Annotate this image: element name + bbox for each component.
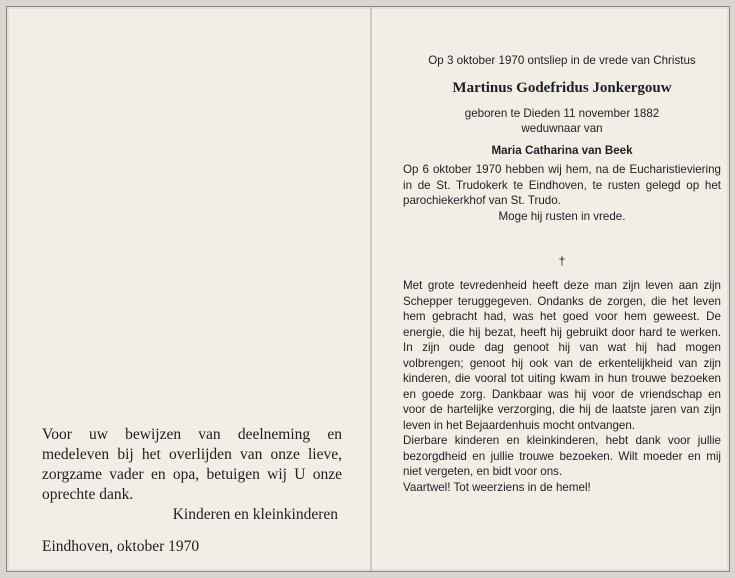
left-panel xyxy=(42,425,342,557)
rest-line: Moge hij rusten in vrede. xyxy=(498,209,626,223)
thanks-message: Voor uw bewijzen van deelneming en medeleven bij het overlijden van onze lieve, zorgzame vader en opa, betuigen wij U onze oprechte dank. xyxy=(42,426,342,503)
memorial-card xyxy=(6,6,730,572)
birth-line: geboren te Dieden 11 november 1882 xyxy=(464,106,660,120)
life-text: Met grote tevredenheid heeft deze man zijn leven aan zijn Schepper teruggegeven. Ondanks de zorgen, die het leven hem gebracht had, was het goed voor hem geweest. De energie, die hij bezat, heeft hij gebruikt door hard te werken. In zijn oude dag genoot hij van wat hij had mogen volbrengen; genoot hij ook van de erkentelijkheid van zijn kinderen, die vooral tot uiting kwam in hun trouwe bezoeken en goede zorg. Dankbaar was hij voor de vriendschap en voor de hartelijke verzorging, die hij de laatste jaren van zijn leven in het Bejaardenhuis mocht ontvangen. xyxy=(403,279,721,432)
spouse-name: Maria Catharina van Beek xyxy=(491,143,633,157)
deceased-name: Martinus Godefridus Jonkergouw xyxy=(452,79,672,96)
farewell-line: Vaartwel! Tot weerziens in de hemel! xyxy=(403,480,591,494)
right-panel xyxy=(403,53,721,495)
signature-line: Kinderen en kleinkinderen xyxy=(172,506,338,523)
card-fold xyxy=(370,7,372,571)
place-date: Eindhoven, oktober 1970 xyxy=(42,538,200,555)
widower-line: weduwnaar van xyxy=(521,122,603,135)
cross-icon: † xyxy=(558,254,566,268)
death-notice: Op 3 oktober 1970 ontsliep in de vrede van Christus xyxy=(428,54,696,67)
burial-text: Op 6 oktober 1970 hebben wij hem, na de Eucharistieviering in de St. Trudokerk te Eindhoven, te rusten gelegd op het parochiekerkhof van St. Trudo. xyxy=(403,163,721,207)
children-text: Dierbare kinderen en kleinkinderen, hebt dank voor jullie bezorgdheid en jullie trouwe bezoeken. Wilt moeder en mij niet vergeten, en bidt voor ons. xyxy=(403,434,721,478)
